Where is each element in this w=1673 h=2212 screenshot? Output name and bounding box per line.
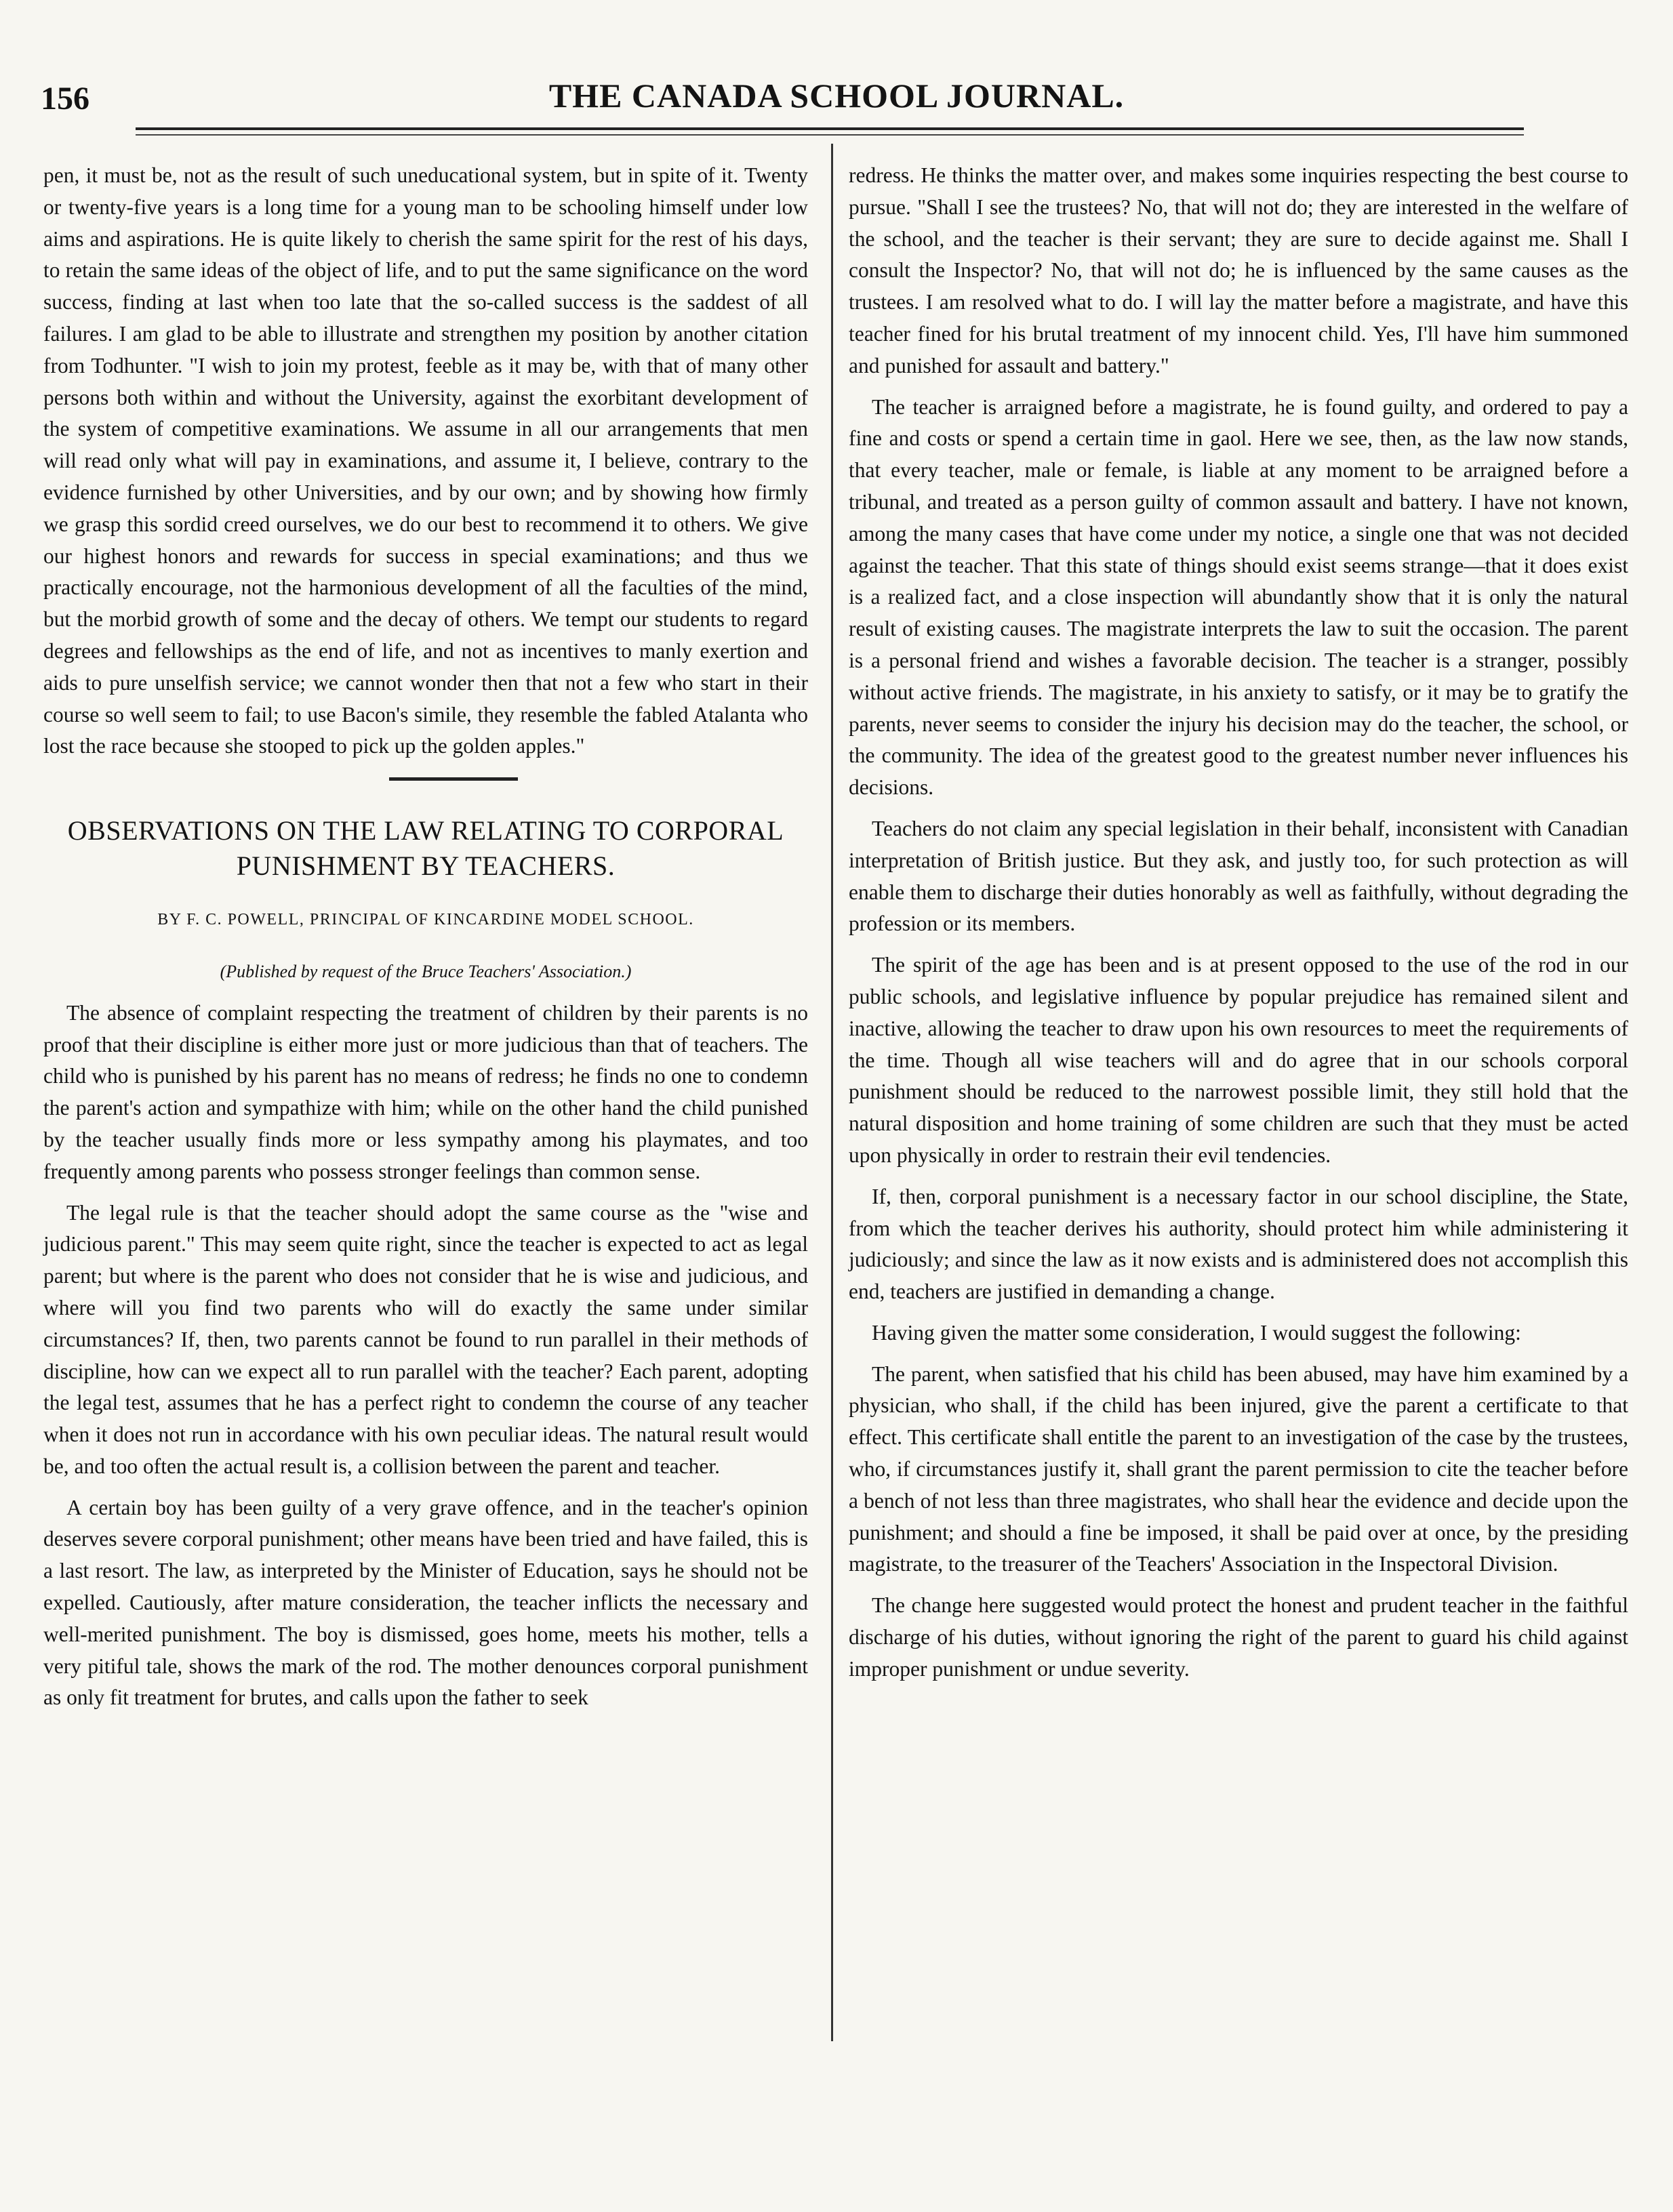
right-column	[849, 160, 1628, 1685]
left-column	[43, 160, 808, 1714]
paragraph: Having given the matter some consideration, I would suggest the following:	[872, 1320, 1521, 1345]
paragraph: If, then, corporal punishment is a necessary factor in our school discipline, the State, from which the teacher derives his authority, should protect him while administering it judiciously; and since the law as it now exists and is administered does not accomplish this end, teachers are justified in demanding a change.	[849, 1184, 1628, 1304]
paragraph: A certain boy has been guilty of a very grave offence, and in the teacher's opinion deserves severe corporal punishment; other means have been tried and have failed, this is a last resort. The law, as interpreted by the Minister of Education, says he should not be expelled. Cautiously, after mature consideration, the teacher inflicts the necessary and well-merited punishment. The boy is dismissed, goes home, meets his mother, tells a very pitiful tale, shows the mark of the rod. The mother denounces corporal punishment as only fit treatment for brutes, and calls upon the father to seek	[43, 1495, 808, 1710]
publication-note: (Published by request of the Bruce Teachers' Association.)	[220, 961, 632, 981]
header-rule-thin	[136, 134, 1524, 136]
paragraph: The spirit of the age has been and is at present opposed to the use of the rod in our public schools, and legislative influence by popular prejudice has remained silent and inactive, allowing the teacher to draw upon his own resources to meet the requirements of the time. Though all wise teachers will and do agree that in our schools corporal punishment should be reduced to the narrowest possible limit, they still hold that the natural disposition and home training of some children are such that they must be acted upon physically in order to restrain their evil tendencies.	[849, 953, 1628, 1167]
paragraph: redress. He thinks the matter over, and makes some inquiries respecting the best course to pursue. "Shall I see the trustees? No, that will not do; they are interested in the welfare of the school, and the teacher is their servant; they are sure to decide against me. Shall I consult the Inspector? No, that will not do; he is influenced by the same causes as the trustees. I am resolved what to do. I will lay the matter before a magistrate, and have this teacher fined for his brutal treatment of my innocent child. Yes, I'll have him summoned and punished for assault and battery."	[849, 163, 1628, 377]
paragraph: The change here suggested would protect the honest and prudent teacher in the faithful discharge of his duties, without ignoring the right of the parent to guard his child against improper punishment or undue severity.	[849, 1593, 1628, 1681]
header-rule	[136, 127, 1524, 130]
paragraph: Teachers do not claim any special legislation in their behalf, inconsistent with Canadian interpretation of British justice. But they ask, and justly too, for such protection as will enable them to discharge their duties honorably as well as faithfully, without degrading the profession or its members.	[849, 816, 1628, 936]
paragraph: The absence of complaint respecting the treatment of children by their parents is no proof that their discipline is either more just or more judicious than that of teachers. The child who is punished by his parent has no means of redress; he finds no one to condemn the parent's action and sympathize with him; while on the other hand the child punished by the teacher usually finds more or less sympathy among his playmates, and too frequently among parents who possess stronger feelings than common sense.	[43, 1000, 808, 1183]
paragraph: The teacher is arraigned before a magistrate, he is found guilty, and ordered to pay a fine and costs or spend a certain time in gaol. Here we see, then, as the law now stands, that every teacher, male or female, is liable at any moment to be arraigned before a tribunal, and treated as a person guilty of common assault and battery. I have not known, among the many cases that have come under my notice, a single one that was not decided against the teacher. That this state of things should exist seems strange—that it does exist is a realized fact, and a close inspection will abundantly show that it is only the natural result of existing causes. The magistrate interprets the law to suit the occasion. The parent is a personal friend and wishes a favorable decision. The teacher is a stranger, possibly without active friends. The magistrate, in his anxiety to satisfy, or it may be to gratify the parents, never seems to consider the injury his decision may do the teacher, the school, or the community. The idea of the greatest good to the greatest number never influences his decisions.	[849, 394, 1628, 800]
article-title: OBSERVATIONS ON THE LAW RELATING TO CORPORAL PUNISHMENT BY TEACHERS.	[67, 815, 784, 882]
paragraph: pen, it must be, not as the result of such uneducational system, but in spite of it. Twenty or twenty-five years is a long time for a young man to be schooling himself under low aims and aspirations. He is quite likely to cherish the same spirit for the rest of his days, to retain the same ideas of the object of life, and to put the same significance on the word success, finding at last when too late that the so-called success is the saddest of all failures. I am glad to be able to illustrate and strengthen my position by another citation from Todhunter. "I wish to join my protest, feeble as it may be, with that of many other persons both within and without the University, against the exorbitant development of the system of competitive examinations. We assume in all our arrangements that men will read only what will pay in examinations, and assume it, I believe, contrary to the evidence furnished by other Universities, and by our own; and by showing how firmly we grasp this sordid creed ourselves, we do our best to recommend it to others. We give our highest honors and rewards for success in special examinations; and thus we practically encourage, not the harmonious development of all the faculties of the mind, but the morbid growth of some and the decay of others. We tempt our students to regard degrees and fellowships as the end of life, and not as incentives to manly exertion and aids to pure unselfish service; we cannot wonder then that not a few who start in their course so well seem to fail; to use Bacon's simile, they resemble the fabled Atalanta who lost the race because she stooped to pick up the golden apples."	[43, 163, 808, 758]
paragraph: The legal rule is that the teacher should adopt the same course as the "wise and judicious parent." This may seem quite right, since the teacher is expected to act as legal parent; but where is the parent who does not consider that he is wise and judicious, and where will you find two parents who will do exactly the same under similar circumstances? If, then, two parents cannot be found to run parallel in their methods of discipline, how can we expect all to run parallel with the teacher? Each parent, adopting the legal test, assumes that he has a perfect right to condemn the course of any teacher when it does not run in accordance with his own peculiar ideas. The natural result would be, and too often the actual result is, a collision between the parent and teacher.	[43, 1200, 808, 1478]
section-break-rule	[389, 777, 518, 781]
column-divider	[831, 144, 833, 2041]
byline: BY F. C. POWELL, PRINCIPAL OF KINCARDINE MODEL SCHOOL.	[157, 911, 694, 929]
journal-title: THE CANADA SCHOOL JOURNAL.	[548, 77, 1125, 115]
paragraph: The parent, when satisfied that his child has been abused, may have him examined by a physician, who shall, if the child has been injured, give the parent a certificate to that effect. This certificate shall entitle the parent to an investigation of the case by the trustees, who, if circumstances justify it, shall grant the parent permission to cite the teacher before a bench of not less than three magistrates, who shall hear the evidence and decide upon the punishment; and should a fine be imposed, it shall be paid over at once, by the presiding magistrate, to the treasurer of the Teachers' Association in the Inspectoral Division.	[849, 1361, 1628, 1576]
page-number: 156	[41, 81, 89, 117]
